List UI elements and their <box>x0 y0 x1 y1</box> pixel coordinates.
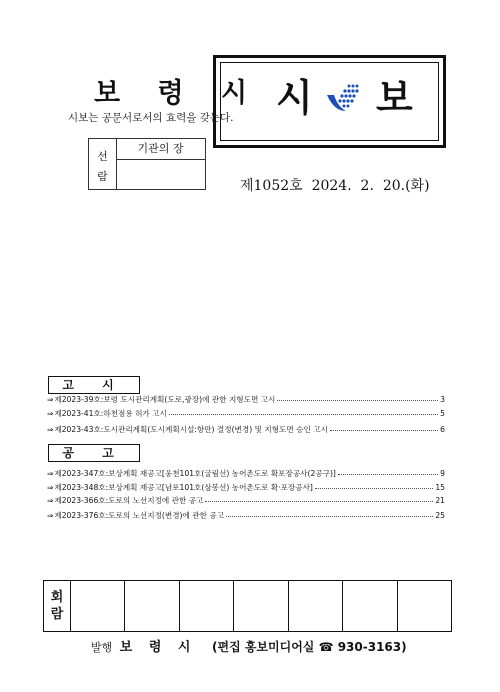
entry-page: 21 <box>435 496 445 505</box>
approval-side-label <box>89 139 117 189</box>
entry-title: 제2023-41호:하천점용 허가 고시 <box>54 409 167 418</box>
circulation-cell <box>397 581 451 631</box>
arrow-icon: ⇒ <box>47 395 54 404</box>
masthead-inner-frame <box>220 62 439 141</box>
masthead-char-si: 시 <box>276 76 313 120</box>
dot-leader <box>330 430 438 431</box>
circulation-table <box>43 580 452 632</box>
dot-leader <box>315 488 433 489</box>
approval-box <box>88 138 206 190</box>
circulation-label-char-2: 람 <box>50 607 64 622</box>
entry-title: 제2023-348호:보상계획 재공고[남포101호(삼봉선) 농어촌도로 확·포장공사] <box>54 483 313 492</box>
entry-title: 제2023-366호:도로의 노선지정에 관한 공고 <box>54 496 204 505</box>
entry-page: 15 <box>435 483 445 492</box>
entry-page: 3 <box>440 395 445 404</box>
arrow-icon: ⇒ <box>47 511 54 520</box>
arrow-icon: ⇒ <box>47 483 54 492</box>
list-item[interactable] <box>47 494 445 507</box>
dot-leader <box>338 474 438 475</box>
dot-leader <box>226 516 433 517</box>
circulation-cell <box>342 581 396 631</box>
city-logo-icon <box>324 81 360 115</box>
approval-head-label: 기관의 장 <box>116 139 205 160</box>
list-item[interactable] <box>47 393 445 406</box>
circulation-cell <box>288 581 342 631</box>
entry-page: 25 <box>435 511 445 520</box>
editor-contact: (편집 홍보미디어실 ☎ 930-3163) <box>212 640 407 654</box>
gazette-subtitle: 시보는 공문서로서의 효력을 갖는다. <box>68 112 234 124</box>
list-item[interactable] <box>47 481 445 494</box>
city-title: 보 령 시 <box>94 78 262 109</box>
publisher-name: 보 령 시 <box>119 640 197 655</box>
entry-page: 9 <box>440 469 445 478</box>
arrow-icon: ⇒ <box>47 425 54 434</box>
section-header-announcement: 공 고 <box>48 444 140 462</box>
list-item[interactable] <box>47 407 445 420</box>
publish-label: 발행 <box>91 641 113 654</box>
approval-side-char-1: 선 <box>97 150 108 163</box>
circulation-cell <box>179 581 233 631</box>
list-item[interactable] <box>47 509 445 522</box>
issue-number-date: 제1052호 2024. 2. 20.(화) <box>240 178 430 194</box>
circulation-cell <box>70 581 124 631</box>
entry-page: 5 <box>440 409 445 418</box>
circulation-label <box>44 581 70 631</box>
arrow-icon: ⇒ <box>47 409 54 418</box>
dot-leader <box>277 400 438 401</box>
approval-side-char-2: 람 <box>97 170 108 183</box>
dot-leader <box>205 501 433 502</box>
section-header-notice: 고 시 <box>48 376 140 394</box>
circulation-cell <box>124 581 178 631</box>
publisher-footer <box>91 636 407 655</box>
entry-title: 제2023-39호:보령 도시관리계획(도로,광장)에 관한 지형도면 고시 <box>54 395 276 404</box>
circulation-label-char-1: 회 <box>50 590 64 605</box>
dot-leader <box>169 414 438 415</box>
entry-title: 제2023-376호:도로의 노선지정(변경)에 관한 공고 <box>54 511 225 520</box>
circulation-cell <box>233 581 287 631</box>
entry-title: 제2023-347호:보상계획 재공고[웅천101호(굴림선) 농어촌도로 확포장공사(2공구)] <box>54 469 336 478</box>
list-item[interactable] <box>47 423 445 436</box>
gazette-masthead <box>213 55 446 148</box>
entry-page: 6 <box>440 425 445 434</box>
masthead-char-bo: 보 <box>376 76 413 120</box>
arrow-icon: ⇒ <box>47 469 54 478</box>
arrow-icon: ⇒ <box>47 496 54 505</box>
list-item[interactable] <box>47 467 445 480</box>
entry-title: 제2023-43호:도시관리계획(도시계획시설:항만) 결정(변경) 및 지형도면 승인 고시 <box>54 425 328 434</box>
